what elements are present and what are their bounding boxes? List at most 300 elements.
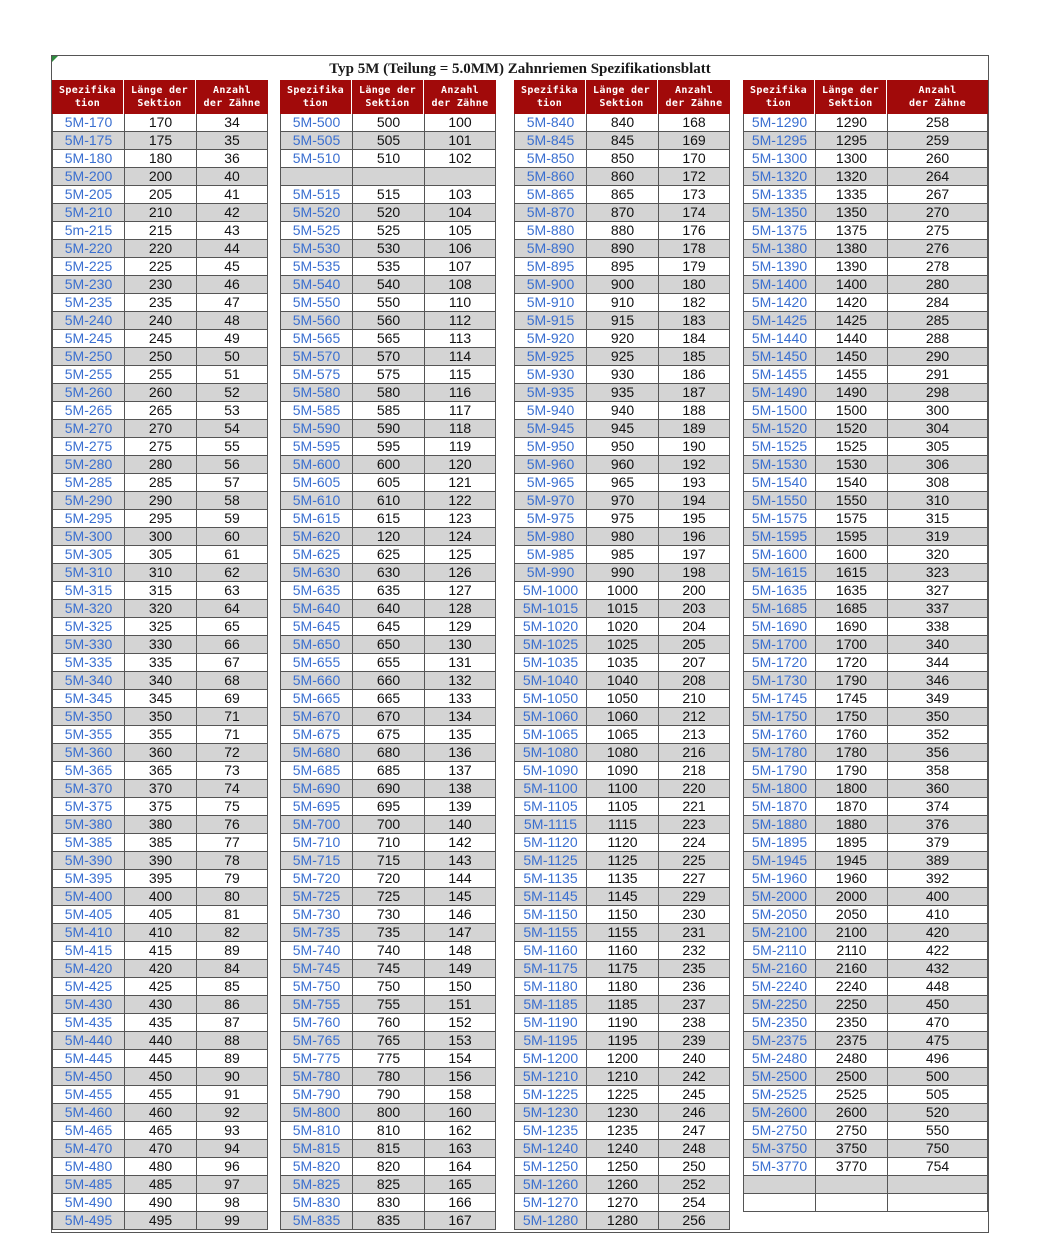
spec-cell: 5M-615 [280,510,352,527]
teeth-cell: 176 [658,222,730,239]
spec-cell: 5M-680 [280,744,352,761]
teeth-cell: 63 [196,582,268,599]
table-row [52,852,268,870]
table-row [280,600,496,618]
teeth-cell: 138 [424,780,496,797]
length-cell: 915 [586,312,658,329]
spec-cell: 5M-255 [52,366,124,383]
table-row [514,528,730,546]
teeth-cell: 240 [658,1050,730,1067]
spec-cell: 5M-790 [280,1086,352,1103]
length-cell: 840 [586,114,658,131]
teeth-cell: 133 [424,690,496,707]
teeth-cell: 252 [658,1176,730,1193]
table-row [280,528,496,546]
table-row [514,384,730,402]
length-cell: 1230 [586,1104,658,1121]
teeth-cell: 40 [196,168,268,185]
length-cell: 860 [586,168,658,185]
teeth-cell: 59 [196,510,268,527]
spec-header-line: Spezifika [59,85,116,96]
table-row [280,150,496,168]
spec-cell: 5M-580 [280,384,352,401]
teeth-cell: 308 [887,474,988,491]
teeth-cell: 285 [887,312,988,329]
spec-cell: 5M-1880 [743,816,815,833]
length-cell: 3750 [815,1140,887,1157]
teeth-header [424,80,496,114]
teeth-cell: 320 [887,546,988,563]
length-cell: 1050 [586,690,658,707]
spec-cell [743,1194,815,1211]
table-row [743,996,988,1014]
spec-cell: 5M-280 [52,456,124,473]
teeth-cell: 306 [887,456,988,473]
teeth-cell: 140 [424,816,496,833]
spec-cell: 5M-485 [52,1176,124,1193]
table-row [514,1068,730,1086]
table-row [280,330,496,348]
spec-cell: 5M-170 [52,114,124,131]
spec-cell: 5M-1300 [743,150,815,167]
spec-cell: 5M-1115 [514,816,586,833]
spec-cell: 5M-755 [280,996,352,1013]
teeth-header [887,80,988,114]
table-row [514,276,730,294]
spec-cell: 5M-765 [280,1032,352,1049]
spec-cell: 5M-1635 [743,582,815,599]
length-cell: 1870 [815,798,887,815]
table-row [52,816,268,834]
teeth-cell: 148 [424,942,496,959]
length-cell: 940 [586,402,658,419]
spec-cell: 5M-435 [52,1014,124,1031]
teeth-cell: 212 [658,708,730,725]
table-row [52,690,268,708]
teeth-cell: 185 [658,348,730,365]
length-cell: 820 [352,1158,424,1175]
length-cell: 1295 [815,132,887,149]
teeth-cell: 126 [424,564,496,581]
length-cell: 2525 [815,1086,887,1103]
table-body [514,114,730,1232]
table-row [743,942,988,960]
length-cell: 2000 [815,888,887,905]
spec-cell: 5M-620 [280,528,352,545]
length-cell: 1270 [586,1194,658,1211]
length-cell: 1115 [586,816,658,833]
teeth-cell: 60 [196,528,268,545]
spec-cell: 5M-1000 [514,582,586,599]
length-cell: 1520 [815,420,887,437]
table-row [52,1032,268,1050]
teeth-cell: 73 [196,762,268,779]
table-row [280,114,496,132]
table-row [52,1176,268,1194]
spec-cell: 5M-220 [52,240,124,257]
teeth-cell: 69 [196,690,268,707]
teeth-cell: 216 [658,744,730,761]
length-cell: 605 [352,474,424,491]
table-row [514,402,730,420]
table-row [52,240,268,258]
table-row [743,474,988,492]
length-cell: 265 [124,402,196,419]
spec-header-line: Spezifika [750,85,807,96]
teeth-cell: 120 [424,456,496,473]
teeth-cell: 260 [887,150,988,167]
spec-cell: 5m-215 [52,222,124,239]
teeth-cell: 36 [196,150,268,167]
length-cell: 345 [124,690,196,707]
teeth-cell: 475 [887,1032,988,1049]
table-row [280,978,496,996]
spec-cell: 5M-470 [52,1140,124,1157]
spec-cell: 5M-2050 [743,906,815,923]
teeth-cell: 200 [658,582,730,599]
table-row [743,618,988,636]
teeth-cell: 66 [196,636,268,653]
length-cell: 1240 [586,1140,658,1157]
teeth-cell: 67 [196,654,268,671]
table-row [514,420,730,438]
spec-cell: 5M-815 [280,1140,352,1157]
table-row [514,546,730,564]
spec-cell: 5M-1700 [743,636,815,653]
table-row [52,1212,268,1230]
table-row [514,438,730,456]
table-row [514,1104,730,1122]
length-cell: 330 [124,636,196,653]
length-cell: 390 [124,852,196,869]
teeth-cell: 392 [887,870,988,887]
length-cell: 530 [352,240,424,257]
teeth-cell: 139 [424,798,496,815]
spec-cell: 5M-645 [280,618,352,635]
spec-cell: 5M-350 [52,708,124,725]
table-row [280,222,496,240]
length-cell: 2350 [815,1014,887,1031]
length-cell: 1790 [815,672,887,689]
teeth-cell: 182 [658,294,730,311]
teeth-cell: 87 [196,1014,268,1031]
teeth-cell: 235 [658,960,730,977]
length-cell: 640 [352,600,424,617]
table-row [743,1122,988,1140]
teeth-cell: 304 [887,420,988,437]
table-row [280,1032,496,1050]
teeth-cell: 323 [887,564,988,581]
length-cell: 1175 [586,960,658,977]
length-cell: 925 [586,348,658,365]
spec-cell: 5M-1015 [514,600,586,617]
spec-cell: 5M-535 [280,258,352,275]
table-row [280,744,496,762]
spec-cell: 5M-945 [514,420,586,437]
table-row [514,1194,730,1212]
length-cell: 700 [352,816,424,833]
length-cell: 780 [352,1068,424,1085]
table-row [514,780,730,798]
spec-cell: 5M-1270 [514,1194,586,1211]
teeth-cell: 224 [658,834,730,851]
spec-cell: 5M-310 [52,564,124,581]
spec-cell: 5M-460 [52,1104,124,1121]
teeth-cell: 125 [424,546,496,563]
length-cell: 300 [124,528,196,545]
table-row [280,690,496,708]
table-row [743,600,988,618]
teeth-cell: 78 [196,852,268,869]
table-row [280,312,496,330]
table-row [280,1176,496,1194]
teeth-cell: 128 [424,600,496,617]
length-cell: 315 [124,582,196,599]
table-row [280,132,496,150]
table-row [514,1032,730,1050]
length-cell: 1225 [586,1086,658,1103]
spec-cell: 5M-465 [52,1122,124,1139]
table-row [514,150,730,168]
table-row [743,1032,988,1050]
length-cell: 680 [352,744,424,761]
length-cell: 210 [124,204,196,221]
length-cell: 1100 [586,780,658,797]
teeth-cell: 184 [658,330,730,347]
table-row [743,420,988,438]
table-row [280,276,496,294]
table-row [52,942,268,960]
table-row [514,744,730,762]
teeth-cell: 132 [424,672,496,689]
teeth-cell: 50 [196,348,268,365]
teeth-cell: 89 [196,1050,268,1067]
spec-cell: 5M-2240 [743,978,815,995]
spec-cell: 5M-1295 [743,132,815,149]
length-cell: 685 [352,762,424,779]
spec-cell: 5M-440 [52,1032,124,1049]
table-row [514,888,730,906]
table-row [280,960,496,978]
table-row [52,1158,268,1176]
length-cell: 580 [352,384,424,401]
table-row [743,1140,988,1158]
spec-cell: 5M-690 [280,780,352,797]
table-row [52,1140,268,1158]
teeth-cell: 51 [196,366,268,383]
spec-cell: 5M-505 [280,132,352,149]
teeth-header-line: Anzahl [918,85,957,96]
spec-cell: 5M-2375 [743,1032,815,1049]
spec-cell: 5M-1600 [743,546,815,563]
teeth-cell: 165 [424,1176,496,1193]
spec-cell: 5M-1090 [514,762,586,779]
table-row [52,402,268,420]
table-row [514,564,730,582]
length-cell: 890 [586,240,658,257]
length-header-line: Sektion [137,98,182,109]
length-header-line: Sektion [828,98,873,109]
spec-cell: 5M-1440 [743,330,815,347]
length-cell: 1120 [586,834,658,851]
length-cell: 540 [352,276,424,293]
table-row [52,276,268,294]
teeth-cell: 448 [887,978,988,995]
table-row [514,636,730,654]
spec-cell: 5M-635 [280,582,352,599]
length-cell: 935 [586,384,658,401]
table-row [280,1050,496,1068]
length-cell: 1155 [586,924,658,941]
teeth-cell: 173 [658,186,730,203]
table-row [514,312,730,330]
table-row [514,834,730,852]
teeth-cell: 68 [196,672,268,689]
teeth-cell: 276 [887,240,988,257]
table-row [743,1014,988,1032]
spec-cell: 5M-1120 [514,834,586,851]
teeth-cell: 97 [196,1176,268,1193]
length-cell: 1020 [586,618,658,635]
length-cell: 1420 [815,294,887,311]
spec-cell: 5M-2500 [743,1068,815,1085]
length-cell: 1490 [815,384,887,401]
length-cell: 465 [124,1122,196,1139]
spec-cell: 5M-650 [280,636,352,653]
table-row [52,420,268,438]
table-row [280,924,496,942]
length-cell: 365 [124,762,196,779]
table-row [52,996,268,1014]
teeth-cell: 80 [196,888,268,905]
spec-cell: 5M-425 [52,978,124,995]
teeth-cell: 236 [658,978,730,995]
length-cell: 385 [124,834,196,851]
spec-cell: 5M-735 [280,924,352,941]
spec-cell: 5M-1235 [514,1122,586,1139]
spec-cell: 5M-730 [280,906,352,923]
length-header-line: Länge der [822,85,879,96]
length-cell: 245 [124,330,196,347]
table-row [52,168,268,186]
spec-cell: 5M-970 [514,492,586,509]
table-row [743,348,988,366]
spec-cell: 5M-370 [52,780,124,797]
table-row [52,1050,268,1068]
length-cell: 120 [352,528,424,545]
table-row [743,114,988,132]
spec-cell: 5M-1800 [743,780,815,797]
teeth-cell: 56 [196,456,268,473]
teeth-cell: 505 [887,1086,988,1103]
table-row [743,366,988,384]
table-row [743,438,988,456]
spec-cell: 5M-2600 [743,1104,815,1121]
teeth-cell: 247 [658,1122,730,1139]
length-cell: 1440 [815,330,887,347]
table-row [52,528,268,546]
length-cell: 1125 [586,852,658,869]
table-row [743,456,988,474]
table-row [743,1050,988,1068]
teeth-cell: 183 [658,312,730,329]
length-cell: 1750 [815,708,887,725]
teeth-cell: 144 [424,870,496,887]
length-cell: 1500 [815,402,887,419]
teeth-cell: 496 [887,1050,988,1067]
table-row [280,258,496,276]
table-row [52,834,268,852]
length-cell: 370 [124,780,196,797]
length-cell: 1800 [815,780,887,797]
teeth-cell: 300 [887,402,988,419]
spec-cell: 5M-1720 [743,654,815,671]
spec-cell: 5M-335 [52,654,124,671]
length-cell: 430 [124,996,196,1013]
teeth-cell: 117 [424,402,496,419]
spec-cell: 5M-585 [280,402,352,419]
table-row [743,546,988,564]
length-cell: 1720 [815,654,887,671]
teeth-cell: 208 [658,672,730,689]
spec-cell: 5M-305 [52,546,124,563]
table-row [280,888,496,906]
teeth-cell: 49 [196,330,268,347]
spec-cell: 5M-2350 [743,1014,815,1031]
spec-cell: 5M-1490 [743,384,815,401]
length-cell: 1790 [815,762,887,779]
length-cell: 250 [124,348,196,365]
teeth-cell: 146 [424,906,496,923]
spec-cell: 5M-640 [280,600,352,617]
spec-header [280,80,352,114]
teeth-cell: 136 [424,744,496,761]
table-row [280,240,496,258]
teeth-cell: 143 [424,852,496,869]
length-cell: 180 [124,150,196,167]
table-row [52,780,268,798]
teeth-cell: 170 [658,150,730,167]
teeth-cell: 94 [196,1140,268,1157]
teeth-cell: 420 [887,924,988,941]
teeth-cell: 104 [424,204,496,221]
table-row [743,924,988,942]
spec-cell: 5M-935 [514,384,586,401]
spec-cell: 5M-1150 [514,906,586,923]
length-cell: 1040 [586,672,658,689]
table-row [52,366,268,384]
teeth-cell: 210 [658,690,730,707]
spec-cell: 5M-1060 [514,708,586,725]
table-row [743,402,988,420]
spec-cell: 5M-1520 [743,420,815,437]
teeth-cell: 220 [658,780,730,797]
length-cell: 415 [124,942,196,959]
teeth-cell: 53 [196,402,268,419]
table-row [514,690,730,708]
table-row [514,798,730,816]
length-cell: 1180 [586,978,658,995]
teeth-cell: 98 [196,1194,268,1211]
teeth-cell: 122 [424,492,496,509]
length-cell: 295 [124,510,196,527]
length-cell: 695 [352,798,424,815]
table-row [52,762,268,780]
table-row [280,1158,496,1176]
table-row [514,762,730,780]
teeth-cell: 45 [196,258,268,275]
length-cell: 450 [124,1068,196,1085]
